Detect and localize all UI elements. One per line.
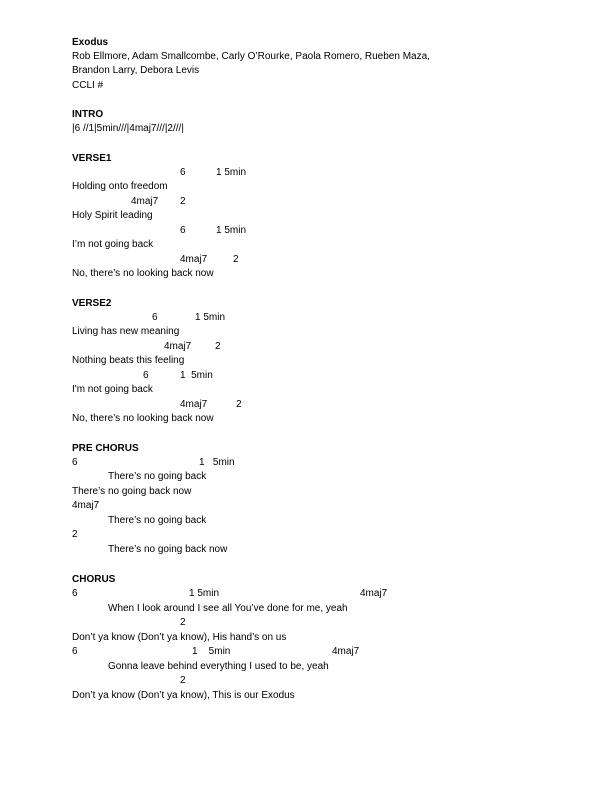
chord: 2 (180, 196, 186, 207)
ccli-number: CCLI # (72, 80, 104, 91)
lyric-line: I’m not going back (72, 239, 154, 250)
chord: 6 (72, 588, 78, 599)
section-label-chorus: CHORUS (72, 574, 116, 585)
lyric-line: There’s no going back (108, 471, 207, 482)
section-label-verse2: VERSE2 (72, 298, 112, 309)
lyric-line: Nothing beats this feeling (72, 355, 185, 366)
chord: 6 (72, 457, 78, 468)
chord: 2 (215, 341, 221, 352)
chord: 6 (180, 225, 186, 236)
chord: 2 (72, 529, 78, 540)
chord: 4maj7 (72, 500, 100, 511)
lyric-line: No, there’s no looking back now (72, 413, 214, 424)
lyric-line: Don’t ya know (Don’t ya know), His hand’s on us (72, 632, 287, 643)
authors-line-2: Brandon Larry, Debora Levis (72, 65, 200, 76)
section-label-verse1: VERSE1 (72, 153, 112, 164)
section-label-intro: INTRO (72, 109, 104, 120)
chord: 2 (233, 254, 239, 265)
lyric-line: I'm not going back (72, 384, 153, 395)
chord: 4maj7 (180, 399, 208, 410)
song-title: Exodus (72, 37, 109, 48)
chord: 4maj7 (180, 254, 208, 265)
lyric-line: Holding onto freedom (72, 181, 168, 192)
lyric-line: Gonna leave behind everything I used to be, yeah (108, 661, 329, 672)
lyric-line: No, there’s no looking back now (72, 268, 214, 279)
chord: 2 (236, 399, 242, 410)
chord: 1 5min (199, 457, 235, 468)
chord: 4maj7 (360, 588, 388, 599)
chord: 6 (72, 646, 78, 657)
chord: 4maj7 (332, 646, 360, 657)
lyric-line: Holy Spirit leading (72, 210, 153, 221)
chord: 6 (143, 370, 149, 381)
lyric-line: There’s no going back (108, 515, 207, 526)
chord: 6 (180, 167, 186, 178)
lyric-line: Don’t ya know (Don’t ya know), This is our Exodus (72, 690, 295, 701)
chord: 4maj7 (164, 341, 192, 352)
lyric-line: There’s no going back now (108, 544, 228, 555)
chord: 1 5min (180, 370, 213, 381)
chord: 1 5min (189, 588, 220, 599)
intro-chord-line: |6 //1|5min///|4maj7///|2///| (72, 123, 184, 134)
chord: 2 (180, 675, 186, 686)
chord: 2 (180, 617, 186, 628)
chord: 6 (152, 312, 158, 323)
chord: 1 5min (195, 312, 226, 323)
lyric-line: When I look around I see all You’ve done for me, yeah (108, 603, 348, 614)
section-label-pre-chorus: PRE CHORUS (72, 443, 139, 454)
lyric-line: Living has new meaning (72, 326, 180, 337)
chord: 4maj7 (131, 196, 159, 207)
authors-line-1: Rob Ellmore, Adam Smallcombe, Carly O’Rourke, Paola Romero, Rueben Maza, (72, 51, 430, 62)
chord: 1 5min (192, 646, 231, 657)
chord: 1 5min (216, 225, 247, 236)
lyric-line: There’s no going back now (72, 486, 192, 497)
chord: 1 5min (216, 167, 247, 178)
